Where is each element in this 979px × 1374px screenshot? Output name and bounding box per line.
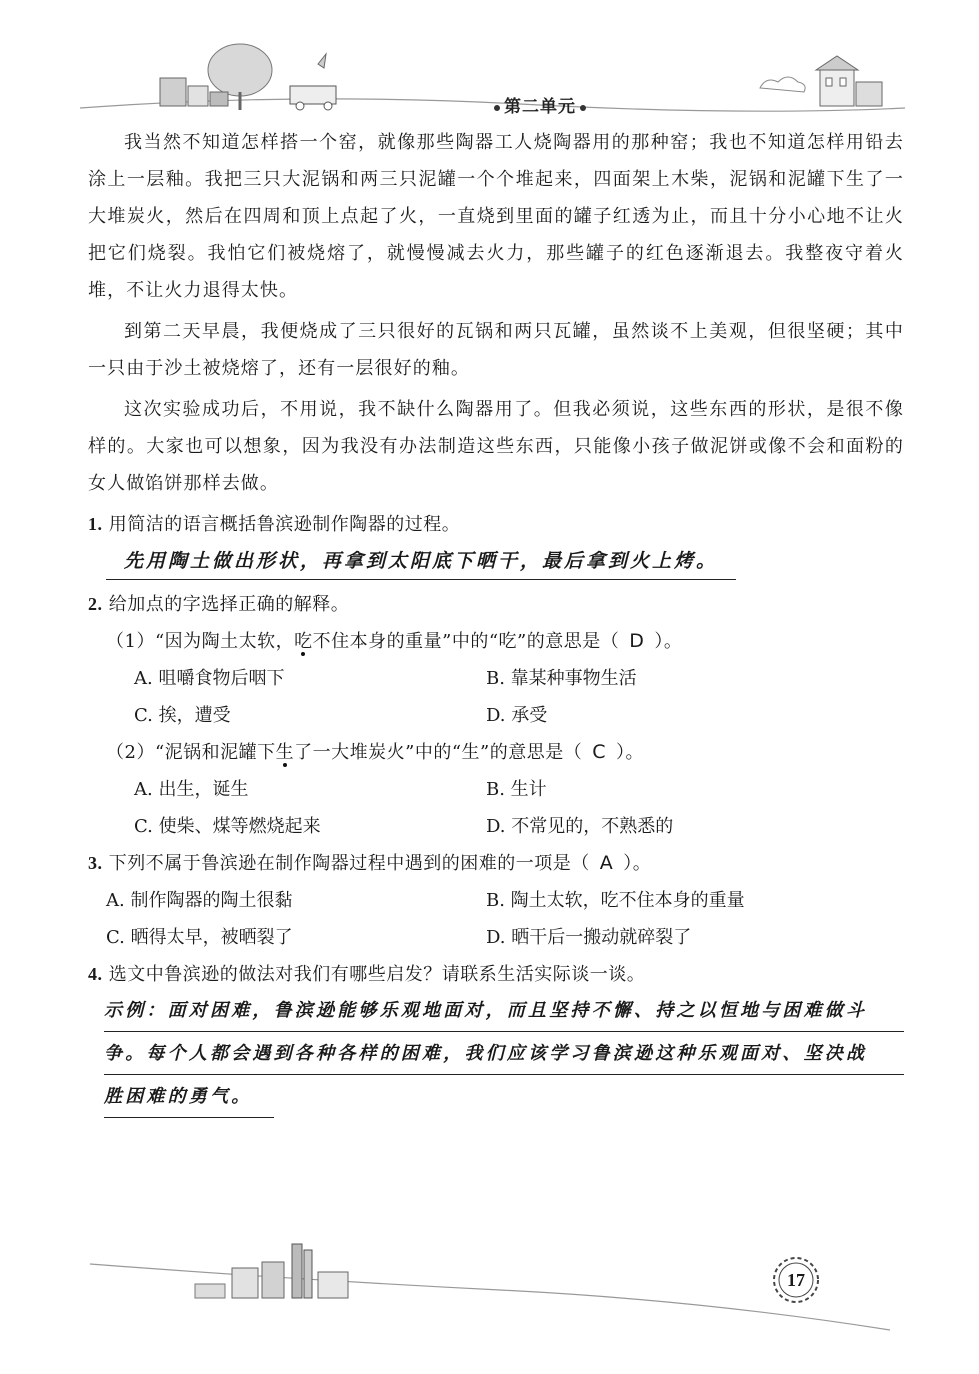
passage-paragraph-3: 这次实验成功后，不用说，我不缺什么陶器用了。但我必须说，这些东西的形状，是很不像样的。大家也可以想象，因为我没有办法制造这些东西，只能像小孩子做泥饼或像不会和面粉的女人做馅饼那样去做。 xyxy=(88,399,904,494)
options-row xyxy=(134,660,904,697)
bracket-close: ）。 xyxy=(623,853,652,874)
options-row xyxy=(134,808,904,845)
dotted-character: 吃 xyxy=(294,631,313,652)
options-row xyxy=(134,771,904,808)
option-c: C. 晒得太早，被晒裂了 xyxy=(106,927,293,948)
answer-choice: D xyxy=(629,630,645,652)
passage-paragraph-2: 到第二天早晨，我便烧成了三只很好的瓦锅和两只瓦罐，虽然谈不上美观，但很坚硬；其中一只由于沙土被烧熔了，还有一层很好的釉。 xyxy=(88,321,904,379)
question-text: 用简洁的语言概括鲁滨逊制作陶器的过程。 xyxy=(108,514,461,535)
option-a: A. 出生，诞生 xyxy=(134,779,249,800)
title-dot-right xyxy=(580,105,586,111)
question-text: 下列不属于鲁滨逊在制作陶器过程中遇到的困难的一项是（ xyxy=(108,853,590,874)
answer-choice: C xyxy=(592,741,607,763)
option-b: B. 陶土太软，吃不住本身的重量 xyxy=(486,890,745,911)
bracket-close: ）。 xyxy=(616,742,645,763)
sub-question-text: （2）“泥锅和泥罐下 xyxy=(106,742,276,763)
question-number: 1. xyxy=(88,514,103,534)
answer-line-3: 胜困难的勇气。 xyxy=(104,1079,274,1118)
option-c: C. 挨，遭受 xyxy=(134,705,231,726)
options-row xyxy=(106,882,904,919)
option-b: B. 生计 xyxy=(486,779,547,800)
sub-question-text: 不住本身的重量”中的“吃”的意思是（ xyxy=(312,631,620,652)
header-decoration xyxy=(0,0,979,140)
answer-q1: 先用陶土做出形状，再拿到太阳底下晒干，最后拿到火上烤。 xyxy=(106,543,736,580)
question-number: 3. xyxy=(88,853,103,873)
question-number: 2. xyxy=(88,594,103,614)
question-number: 4. xyxy=(88,964,103,984)
answer-line-2: 争。每个人都会遇到各种各样的困难，我们应该学习鲁滨逊这种乐观面对、坚决战 xyxy=(104,1036,904,1075)
question-text: 选文中鲁滨逊的做法对我们有哪些启发？请联系生活实际谈一谈。 xyxy=(108,964,646,985)
option-c: C. 使柴、煤等燃烧起来 xyxy=(134,816,321,837)
footer-decoration xyxy=(0,1240,979,1374)
unit-label: 第二单元 xyxy=(504,97,576,117)
question-2 xyxy=(88,586,904,623)
sub-question-text: 了一大堆炭火”中的“生”的意思是（ xyxy=(294,742,583,763)
question-4 xyxy=(88,956,904,993)
question-1 xyxy=(88,506,904,543)
option-d: D. 晒干后一搬动就碎裂了 xyxy=(486,927,692,948)
bracket-close: ）。 xyxy=(654,631,683,652)
dotted-character: 生 xyxy=(275,742,295,763)
page-body xyxy=(88,124,904,1122)
passage-paragraph-1: 我当然不知道怎样搭一个窑，就像那些陶器工人烧陶器用的那种窑；我也不知道怎样用铅去涂上一层釉。我把三只大泥锅和两三只泥罐一个个堆起来，四面架上木柴，泥锅和泥罐下生了一大堆炭火，然后在四周和顶上点起了火，一直烧到里面的罐子红透为止，而且十分小心地不让火把它们烧裂。我怕它们被烧熔了，就慢慢减去火力，那些罐子的红色逐渐退去。我整夜守着火堆，不让火力退得太快。 xyxy=(88,132,904,301)
question-3 xyxy=(88,845,904,882)
option-b: B. 靠某种事物生活 xyxy=(486,668,637,689)
unit-title xyxy=(490,92,590,117)
options-row xyxy=(134,697,904,734)
answer-choice: A xyxy=(599,852,614,874)
option-a: A. 咀嚼食物后咽下 xyxy=(134,668,285,689)
sub-question-text: （1）“因为陶土太软， xyxy=(106,631,295,652)
option-d: D. 不常见的，不熟悉的 xyxy=(486,816,674,837)
question-2-sub-1 xyxy=(106,623,904,660)
question-2-sub-2 xyxy=(106,734,904,771)
options-row xyxy=(106,919,904,956)
answer-q4 xyxy=(104,993,904,1122)
option-d: D. 承受 xyxy=(486,705,548,726)
option-a: A. 制作陶器的陶土很黏 xyxy=(106,890,293,911)
question-text: 给加点的字选择正确的解释。 xyxy=(108,594,350,615)
page-number: 17 xyxy=(787,1270,805,1290)
answer-line-1: 示例：面对困难，鲁滨逊能够乐观地面对，而且坚持不懈、持之以恒地与困难做斗 xyxy=(104,993,904,1032)
title-dot-left xyxy=(494,105,500,111)
